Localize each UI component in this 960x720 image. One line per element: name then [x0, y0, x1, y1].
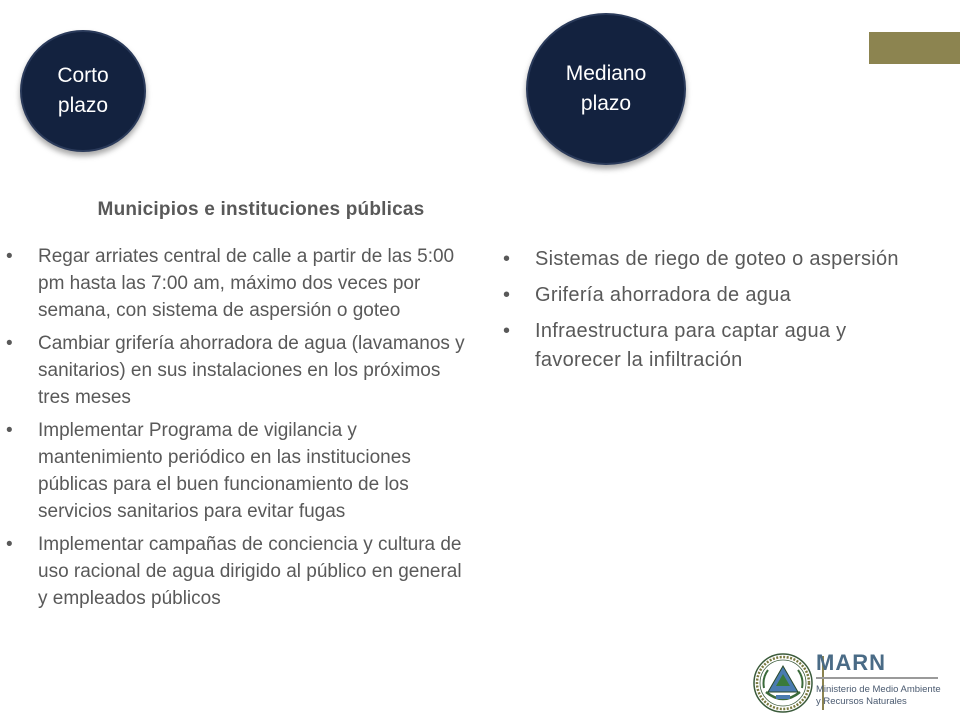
- list-item: • Grifería ahorradora de agua: [497, 281, 917, 310]
- list-item: • Implementar campañas de conciencia y cultura de uso racional de agua dirigido al público en general y empleados públicos: [0, 531, 472, 612]
- list-item: • Sistemas de riego de goteo o aspersión: [497, 245, 917, 274]
- marn-logo: [752, 652, 952, 716]
- logo-rule: [816, 677, 938, 679]
- list-item: • Regar arriates central de calle a partir de las 5:00 pm hasta las 7:00 am, máximo dos veces por semana, con sistema de aspersión o goteo: [0, 243, 472, 324]
- logo-line-2: y Recursos Naturales: [816, 696, 907, 707]
- short-term-badge: [20, 30, 146, 152]
- coat-of-arms-icon: [752, 652, 814, 714]
- medium-term-list: [497, 245, 917, 382]
- list-item: • Infraestructura para captar agua y favorecer la infiltración: [497, 317, 917, 375]
- section-heading: Municipios e instituciones públicas: [97, 199, 425, 220]
- medium-term-badge-label: Mediano plazo: [565, 62, 647, 115]
- logo-abbreviation: MARN: [816, 650, 886, 675]
- medium-term-badge: [526, 13, 686, 165]
- short-term-badge-label: Corto plazo: [57, 64, 109, 117]
- list-item: • Implementar Programa de vigilancia y mantenimiento periódico en las instituciones públicas para el buen funcionamiento de los servicios sanitarios para evitar fugas: [0, 417, 472, 525]
- logo-line-1: Ministerio de Medio Ambiente: [816, 684, 941, 695]
- accent-bar: [869, 32, 960, 64]
- list-item: • Cambiar grifería ahorradora de agua (lavamanos y sanitarios) en sus instalaciones en los próximos tres meses: [0, 330, 472, 411]
- short-term-list: [0, 243, 472, 618]
